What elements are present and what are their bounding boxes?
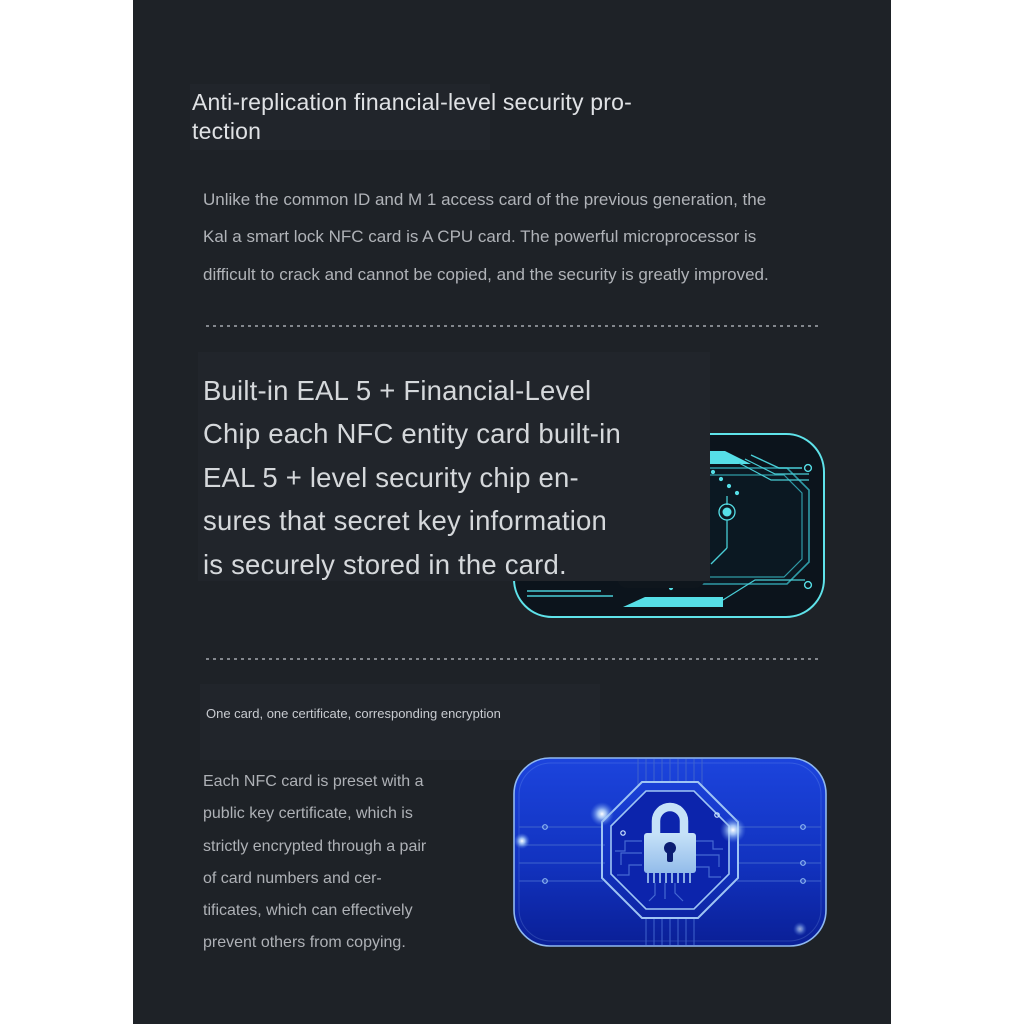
- paragraph-line: Each NFC card is preset with a: [203, 773, 424, 790]
- encryption-caption: One card, one certificate, corresponding encryption: [206, 706, 501, 721]
- paragraph-line: difficult to crack and cannot be copied, and the security is greatly improved.: [203, 264, 769, 284]
- dark-content-panel: [133, 0, 891, 1024]
- title-line: tection: [192, 118, 262, 144]
- paragraph-line: of card numbers and cer-: [203, 869, 382, 887]
- paragraph-line: strictly encrypted through a pair: [203, 837, 427, 855]
- paragraph-line: prevent others from copying.: [203, 934, 406, 952]
- title-line: Anti-replication financial-level security pro-: [192, 89, 632, 115]
- heading-line: Built-in EAL 5 + Financial-Level: [203, 375, 592, 406]
- paragraph-line: Kal a smart lock NFC card is A CPU card. The powerful microprocessor is: [203, 227, 757, 247]
- heading-line: is securely stored in the card.: [203, 548, 567, 580]
- paragraph-line: Unlike the common ID and M 1 access card of the previous generation, the: [203, 190, 767, 209]
- heading-line: sures that secret key information: [203, 505, 607, 537]
- encryption-card-illustration: [505, 753, 830, 953]
- dotted-divider: [206, 658, 822, 660]
- section-title-anti-replication: [192, 88, 732, 146]
- intro-paragraph: [203, 181, 843, 293]
- encryption-paragraph: [203, 766, 503, 960]
- paragraph-line: tificates, which can effectively: [203, 902, 413, 920]
- paragraph-line: public key certificate, which is: [203, 805, 413, 823]
- heading-line: Chip each NFC entity card built-in: [203, 418, 621, 450]
- dotted-divider: [206, 325, 822, 327]
- caption-backing-box: [200, 684, 600, 760]
- chip-section-heading: [203, 369, 673, 586]
- heading-line: EAL 5 + level security chip en-: [203, 461, 579, 493]
